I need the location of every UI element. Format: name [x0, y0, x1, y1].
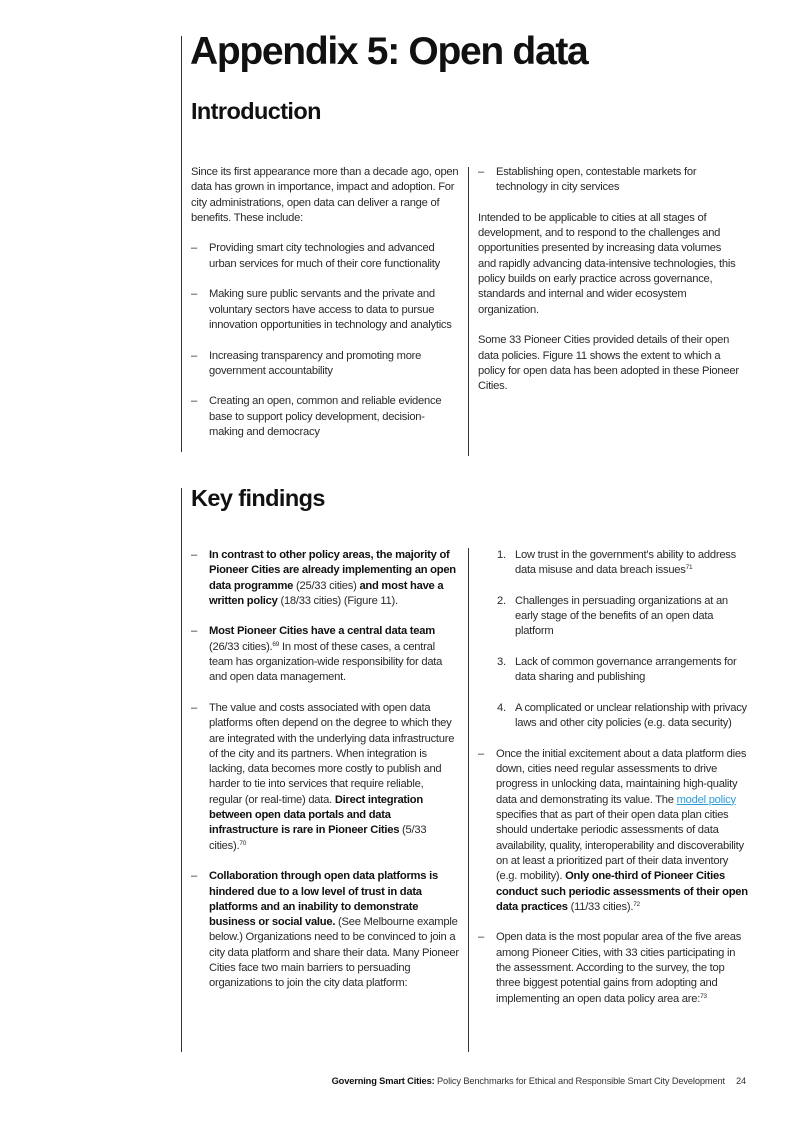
list-item: – Establishing open, contestable markets for technology in city services: [478, 165, 740, 196]
footnote-ref: 73: [700, 992, 707, 1000]
introduction-heading: Introduction: [191, 98, 321, 124]
page-number: 24: [735, 1076, 746, 1086]
footer-report-title: Governing Smart Cities:: [331, 1076, 435, 1086]
footnote-ref: 69: [272, 640, 280, 648]
list-item: 4. A complicated or unclear relationship with privacy laws and other city policies (e.g. data security): [497, 701, 747, 730]
finding-collaboration: – Collaboration through open data platforms is hindered due to a low level of trust in data platforms and an inability to demonstrate business or social value. (See Melbourne example below.) Organizations need to be convinced to join a city data platform and share their data. Many Pioneer Cities face two main barriers to persuading organizations to join the city data platform:: [191, 869, 459, 991]
finding-open-data-programme: – In contrast to other policy areas, the majority of Pioneer Cities are already implementing an open data programme (25/33 cities) and most have a written policy (18/33 cities) (Figure 11).: [191, 548, 459, 609]
key-findings-left-column: [191, 548, 459, 1007]
list-item: 2. Challenges in persuading organizations at an early stage of the benefits of an open data platform: [497, 594, 728, 638]
list-item: – Providing smart city technologies and advanced urban services for much of their core functionality: [191, 241, 459, 272]
benefits-list: [191, 241, 459, 440]
intro-left-column: [191, 165, 459, 456]
intro-right-column: [478, 165, 740, 410]
key-findings-heading: Key findings: [191, 485, 325, 511]
policy-scope-paragraph: Intended to be applicable to cities at all stages of development, and to respond to the challenges and opportunities presented by increasing data volumes and rapidly advancing data-intensive technologies, this policy builds on early practice across governance, standards and internal and wider ecosystem organization.: [478, 211, 736, 316]
list-item: – Making sure public servants and the private and voluntary sectors have access to data to pursue innovation opportunities in technology and analytics: [191, 287, 459, 333]
findings-list: [191, 548, 459, 992]
page-title: Appendix 5: Open data: [190, 30, 588, 73]
intro-paragraph: Since its first appearance more than a decade ago, open data has grown in importance, impact and adoption. For city administrations, open data can deliver a range of benefits. These include:: [191, 166, 459, 224]
finding-most-popular-area: – Open data is the most popular area of the five areas among Pioneer Cities, with 33 cities participating in the assessment. According to the survey, the top three biggest potential gains from adopting and implementing an open data policy area are:$^{73}$: [478, 930, 748, 1006]
list-item: 3. Lack of common governance arrangements for data sharing and publishing: [497, 656, 737, 684]
list-item: – Creating an open, common and reliable evidence base to support policy development, decision-making and democracy: [191, 394, 459, 440]
list-item: 1. Low trust in the government’s ability to address data misuse and data breach issues$^{71}$: [497, 549, 736, 577]
benefits-list-continued: [478, 165, 740, 196]
intro-column-divider: [468, 167, 469, 456]
footnote-ref: 70: [239, 839, 247, 847]
key-findings-right-column: [478, 548, 748, 1022]
footnote-ref: 71: [685, 564, 693, 572]
model-policy-link[interactable]: model policy: [676, 793, 736, 806]
finding-integration: – The value and costs associated with open data platforms often depend on the degree to which they are integrated with the underlying data infrastructure of the city and its partners. When integration is lacking, data becomes more costly to publish and harder to tie into services that require reliable, regular (or real-time) data. Direct integration between open data portals and data infrastructure is rare in Pioneer Cities (5/33 cities).$^{70}$: [191, 701, 459, 854]
pioneer-cities-paragraph: Some 33 Pioneer Cities provided details of their open data policies. Figure 11 shows the extent to which a policy for open data has been adopted in these Pioneer Cities.: [478, 334, 739, 393]
key-findings-rule: [181, 488, 182, 1052]
footer-report-subtitle: Policy Benchmarks for Ethical and Responsible Smart City Development: [434, 1076, 725, 1086]
footnote-ref: 72: [633, 900, 640, 908]
title-rule: [181, 36, 182, 452]
finding-periodic-assessments: – Once the initial excitement about a data platform dies down, cities need regular assessments to drive progress in unlocking data, maintaining high-quality data and demonstrating its value. The model policy specifies that as part of their open data plan cities should undertake periodic assessments of data availability, quality, interoperability and discoverability on at least a prioritized part of their data inventory (e.g. mobility). Only one-third of Pioneer Cities conduct such periodic assessments of their open data practices (11/33 cities).$^{72}$: [478, 747, 748, 915]
finding-central-data-team: – Most Pioneer Cities have a central data team (26/33 cities).$^{69}$ In most of these cases, a central team has organization-wide responsibility for data and open data management.: [191, 624, 459, 685]
page-footer: [332, 1076, 746, 1086]
key-findings-column-divider: [468, 548, 469, 1052]
list-item: – Increasing transparency and promoting more government accountability: [191, 349, 459, 380]
findings-list-continued: [478, 747, 748, 1007]
barriers-list: [478, 548, 748, 732]
